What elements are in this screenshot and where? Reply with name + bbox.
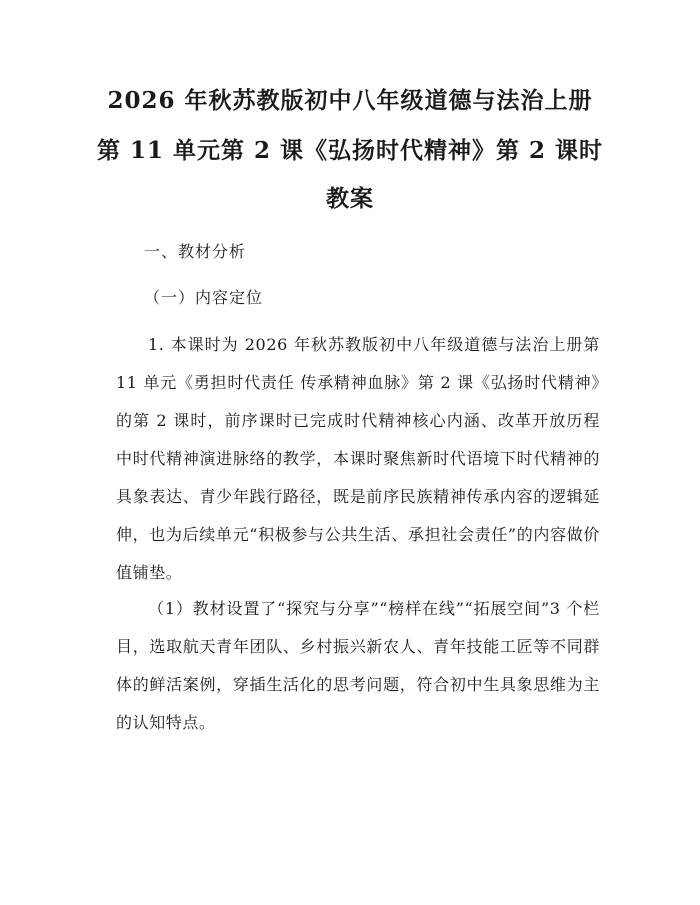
body-paragraph-1: 1. 本课时为 2026 年秋苏教版初中八年级道德与法治上册第 11 单元《勇担时代责任 传承精神血脉》第 2 课《弘扬时代精神》的第 2 课时，前序课时已完成时代精神核心内涵、改革开放历程中时代精神演进脉络的教学，本课时聚焦新时代语境下时代精神的具象表达、青少年践行路径，既是前序民族精神传承内容的逻辑延伸，也为后续单元“积极参与公共生活、承担社会责任”的内容做价值铺垫。 — [116, 335, 600, 582]
document-title-line-2: 第 11 单元第 2 课《弘扬时代精神》第 2 课时 — [96, 137, 604, 164]
document-title-line-1: 2026 年秋苏教版初中八年级道德与法治上册 — [107, 87, 593, 114]
document-title-line-3: 教案 — [326, 185, 374, 212]
body-paragraph-2: （1）教材设置了“探究与分享”“榜样在线”“拓展空间”3 个栏目，选取航天青年团队、乡村振兴新农人、青年技能工匠等不同群体的鲜活案例，穿插生活化的思考问题，符合初中生具象思维为主的认知特点。 — [116, 599, 600, 732]
subsection-heading: （一）内容定位 — [144, 288, 264, 307]
section-heading: 一、教材分析 — [144, 242, 247, 261]
